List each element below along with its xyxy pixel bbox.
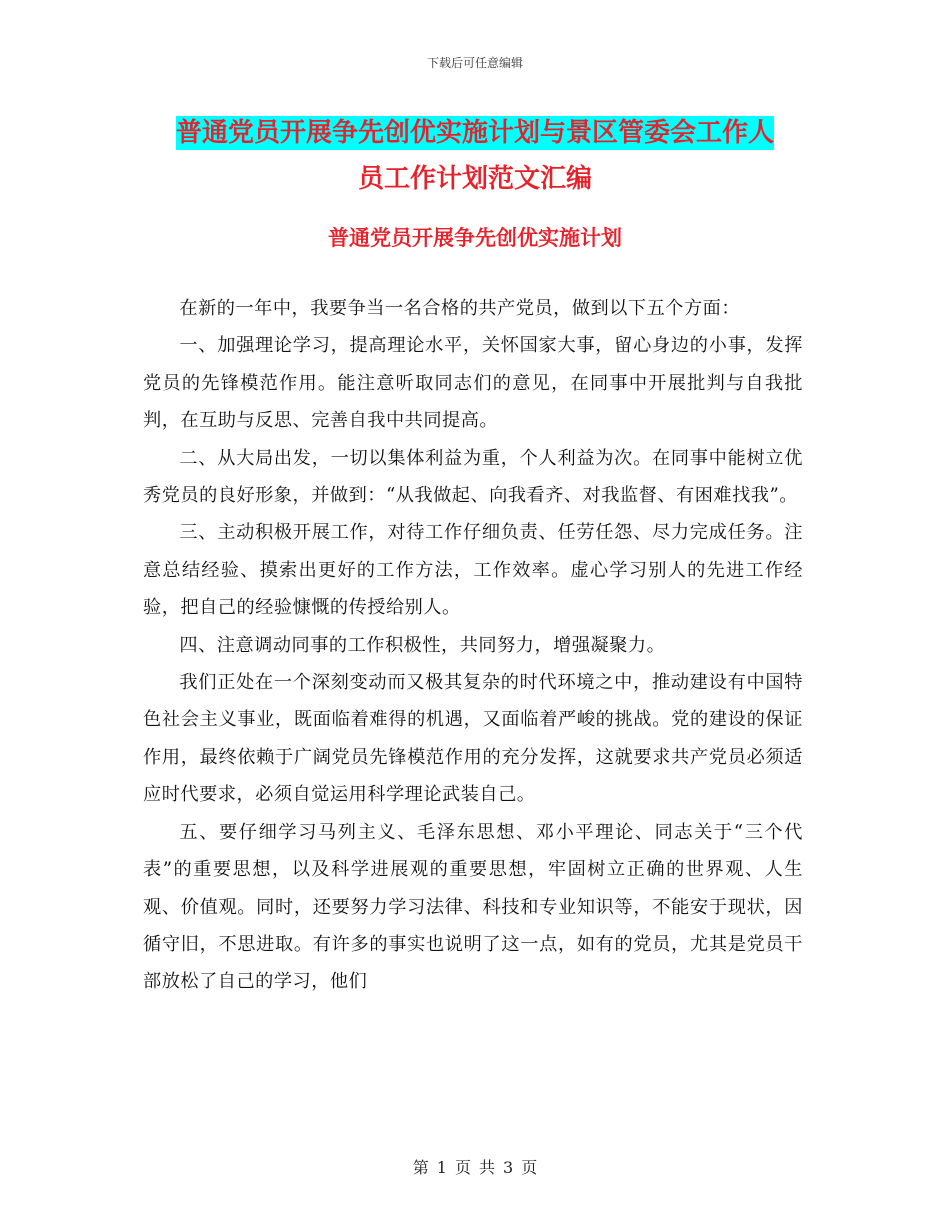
title-line-2: 员工作计划范文汇编 bbox=[357, 164, 592, 194]
document-title bbox=[60, 110, 890, 202]
footer-label-total: 共 bbox=[479, 1158, 496, 1177]
footer-current-page: 1 bbox=[436, 1158, 447, 1177]
paragraph: 在新的一年中，我要争当一名合格的共产党员，做到以下五个方面： bbox=[179, 298, 741, 319]
paragraph: 我们正处在一个深刻变动而又极其复杂的时代环境之中，推动建设有中国特色社会主义事业，既面临着难得的机遇，又面临着严峻的挑战。党的建设的保证作用，最终依赖于广阔党员先锋模范作用的充分发挥，这就要求共产党员必须适应时代要求，必须自觉运用科学理论武装自己。 bbox=[143, 672, 803, 806]
document-body bbox=[143, 290, 803, 1001]
header-note: 下载后可任意编辑 bbox=[426, 56, 523, 70]
paragraph: 四、注意调动同事的工作积极性，共同努力，增强凝聚力。 bbox=[179, 634, 666, 656]
title-line-1: 普通党员开展争先创优实施计划与景区管委会工作人 bbox=[175, 118, 774, 148]
page-footer bbox=[0, 1155, 950, 1178]
paragraph: 二、从大局出发，一切以集体利益为重，个人利益为次。在同事中能树立优秀党员的良好形象，并做到：“从我做起、向我看齐、对我监督、有困难找我”。 bbox=[143, 447, 803, 507]
footer-label-page-unit: 页 bbox=[454, 1158, 471, 1177]
paragraph: 五、要仔细学习马列主义、毛泽东思想、邓小平理论、同志关于“三个代表”的重要思想，以及科学进展观的重要思想，牢固树立正确的世界观、人生观、价值观。同时，还要努力学习法律、科技和专业知识等，不能安于现状，因循守旧，不思进取。有许多的事实也说明了这一点，如有的党员，尤其是党员干部放松了自己的学习，他们 bbox=[143, 821, 803, 993]
footer-label-total-unit: 页 bbox=[521, 1158, 538, 1177]
footer-label-page: 第 bbox=[412, 1158, 429, 1177]
footer-total-pages: 3 bbox=[503, 1158, 514, 1177]
paragraph: 一、加强理论学习，提高理论水平，关怀国家大事，留心身边的小事，发挥党员的先锋模范作用。能注意听取同志们的意见，在同事中开展批判与自我批判，在互助与反思、完善自我中共同提高。 bbox=[143, 335, 803, 432]
paragraph: 三、主动积极开展工作，对待工作仔细负责、任劳任怨、尽力完成任务。注意总结经验、摸索出更好的工作方法，工作效率。虚心学习别人的先进工作经验，把自己的经验慷慨的传授给别人。 bbox=[143, 522, 803, 619]
section-subtitle: 普通党员开展争先创优实施计划 bbox=[328, 225, 622, 250]
